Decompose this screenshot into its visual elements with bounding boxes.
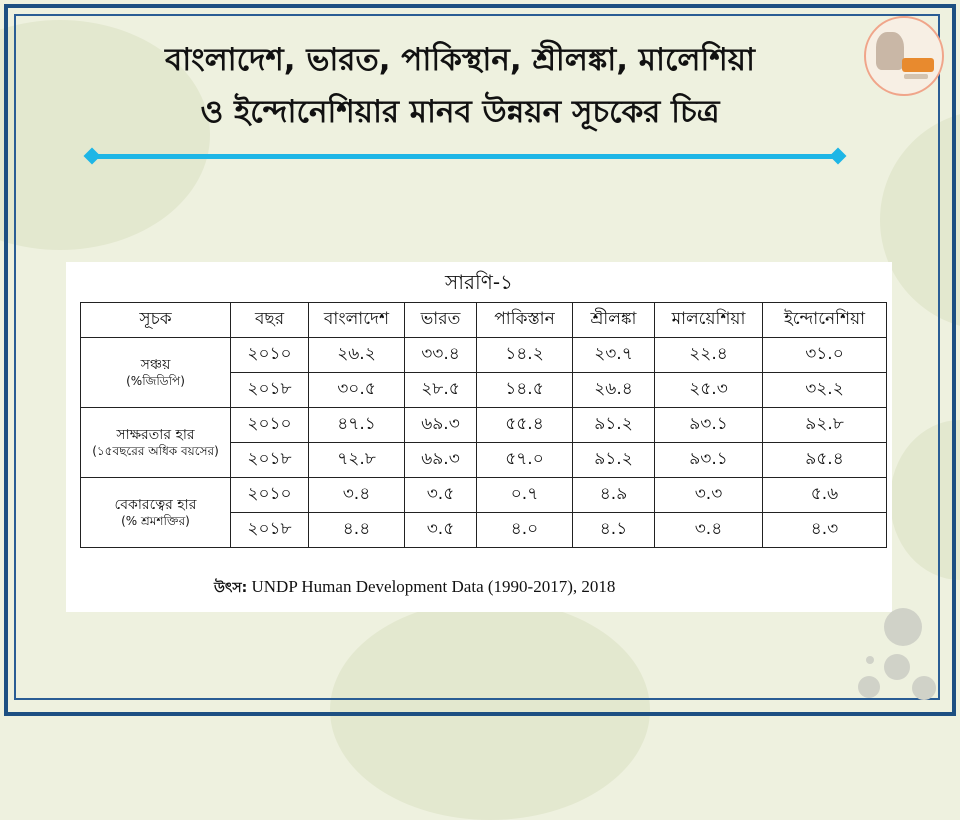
value-cell: ৩.৪ [655,513,763,548]
value-cell: ৫.৬ [763,478,887,513]
source-note [214,576,615,600]
header-indicator: সূচক [81,303,231,338]
value-cell: ৩০.৫ [309,373,405,408]
hdi-table [80,302,887,548]
value-cell: ৬৯.৩ [405,408,477,443]
value-cell: ৫৭.০ [477,443,573,478]
value-cell: ৫৫.৪ [477,408,573,443]
year-cell: ২০১৮ [231,443,309,478]
title-divider [92,154,838,159]
indicator-unit: (%জিডিপি) [126,374,185,388]
logo-icon [864,16,944,96]
header-malaysia: মালয়েশিয়া [655,303,763,338]
value-cell: ৩.৫ [405,513,477,548]
indicator-unit: (১৫বছরের অধিক বয়সের) [92,444,219,458]
value-cell: ৩.৪ [309,478,405,513]
value-cell: ৪.৩ [763,513,887,548]
year-cell: ২০১৮ [231,513,309,548]
header-pakistan: পাকিস্তান [477,303,573,338]
decor-dot [912,676,936,700]
value-cell: ৯১.২ [573,408,655,443]
value-cell: ৯১.২ [573,443,655,478]
value-cell: ৯৩.১ [655,443,763,478]
header-year: বছর [231,303,309,338]
table-row [81,338,887,373]
header-srilanka: শ্রীলঙ্কা [573,303,655,338]
value-cell: ৭২.৮ [309,443,405,478]
value-cell: ২৫.৩ [655,373,763,408]
decor-dot [858,676,880,698]
value-cell: ৯২.৮ [763,408,887,443]
indicator-name: সাক্ষরতার হার [116,427,195,443]
year-cell: ২০১৮ [231,373,309,408]
value-cell: ৩.৫ [405,478,477,513]
value-cell: ২৬.৪ [573,373,655,408]
value-cell: ৪.০ [477,513,573,548]
table-row [81,408,887,443]
value-cell: ২২.৪ [655,338,763,373]
indicator-savings [81,338,231,408]
logo-badge-text [904,74,928,79]
indicator-unemployment [81,478,231,548]
value-cell: ৩২.২ [763,373,887,408]
table-row [81,478,887,513]
decor-dot [884,608,922,646]
title-line-2: ও ইন্দোনেশিয়ার মানব উন্নয়ন সূচকের চিত্র [200,94,720,130]
decor-dot [884,654,910,680]
indicator-name: সঞ্চয় [140,357,171,373]
source-text: UNDP Human Development Data (1990-2017), 2018 [251,577,616,596]
table-caption: সারণি-১ [444,270,514,294]
value-cell: ৯৩.১ [655,408,763,443]
table-header-row [81,303,887,338]
value-cell: ২৮.৫ [405,373,477,408]
value-cell: ০.৭ [477,478,573,513]
value-cell: ৪.৯ [573,478,655,513]
table-image [66,262,892,612]
value-cell: ২৩.৭ [573,338,655,373]
indicator-unit: (% শ্রমশক্তির) [121,514,190,528]
year-cell: ২০১০ [231,408,309,443]
logo-badge [902,58,934,72]
value-cell: ২৬.২ [309,338,405,373]
value-cell: ৪৭.১ [309,408,405,443]
slide-title [60,34,860,138]
header-indonesia: ইন্দোনেশিয়া [763,303,887,338]
logo-portrait [876,32,904,70]
value-cell: ৩১.০ [763,338,887,373]
decor-dot [866,656,874,664]
header-india: ভারত [405,303,477,338]
title-line-1: বাংলাদেশ, ভারত, পাকিস্থান, শ্রীলঙ্কা, মালেশিয়া [165,42,755,78]
year-cell: ২০১০ [231,338,309,373]
value-cell: ৯৫.৪ [763,443,887,478]
indicator-name: বেকারত্বের হার [114,497,197,513]
value-cell: ৩৩.৪ [405,338,477,373]
value-cell: ৪.১ [573,513,655,548]
indicator-literacy [81,408,231,478]
value-cell: ১৪.৫ [477,373,573,408]
header-bangladesh: বাংলাদেশ [309,303,405,338]
year-cell: ২০১০ [231,478,309,513]
value-cell: ৩.৩ [655,478,763,513]
source-label: উৎস: [214,580,248,596]
value-cell: ৪.৪ [309,513,405,548]
value-cell: ১৪.২ [477,338,573,373]
value-cell: ৬৯.৩ [405,443,477,478]
